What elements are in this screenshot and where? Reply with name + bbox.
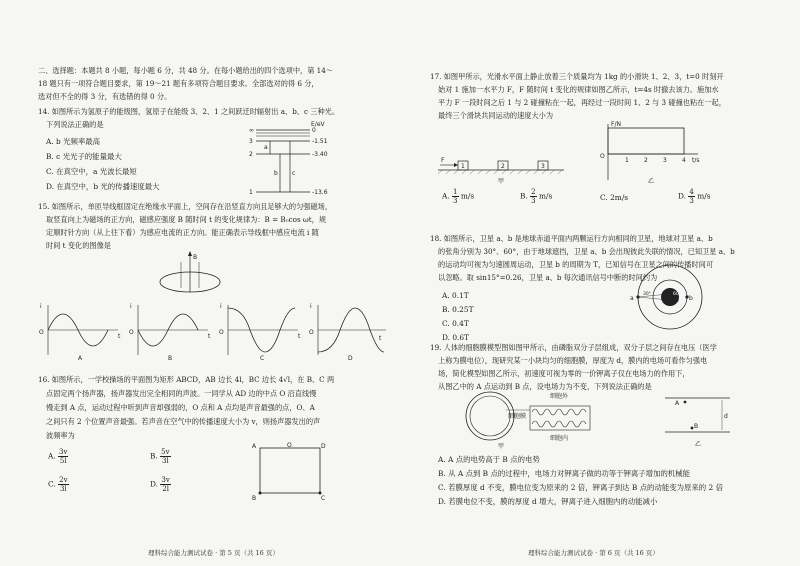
- coil-magnetic-field-diagram: [150, 250, 230, 298]
- force-step: [608, 128, 684, 154]
- q15-stem-line4: 时间 t 变化的图像是: [46, 241, 111, 250]
- q18-option-c[interactable]: C. 0.4T: [442, 319, 469, 328]
- satellite-b-label: b: [689, 295, 693, 302]
- q16-option-c-key: C.: [48, 479, 56, 489]
- field-b-label: B: [193, 254, 198, 261]
- q17-option-c-key: C.: [600, 193, 608, 202]
- satellite-a-label: a: [630, 295, 634, 302]
- q19-stem-line4: 从图乙中的 A 点运动到 B 点，设电场力为不变，下列说法正确的是: [438, 382, 652, 391]
- fig19-yi-label: 乙: [695, 441, 702, 448]
- q16-stem-line3: 慢走到 A 点，运动过程中听到声音却强弱的，O 点和 A 点均是声音最强的点，O、A: [46, 403, 315, 412]
- level-1-n: 1: [249, 189, 253, 196]
- q19-option-c[interactable]: C. 若膜厚度 d 不变，膜电位变为原来的 2 倍，钾离子到达 B 点的动能变为原来的 2 倍: [438, 483, 723, 492]
- q19-stem-line2: 上称为膜电位），现研究某一小块均匀的细胞膜，厚度为 d，膜内的电场可看作匀强电: [438, 356, 708, 365]
- q17-option-b-num: 2: [531, 188, 536, 196]
- graph-b-origin: O: [129, 329, 134, 336]
- graph-d-origin: O: [309, 329, 314, 336]
- level-3-e: -1.51: [312, 138, 328, 145]
- q18-option-a[interactable]: A. 0.1T: [442, 291, 469, 300]
- q14-option-d[interactable]: D. 在真空中，b 光的传播速度最大: [46, 182, 160, 191]
- level-2-n: 2: [249, 151, 253, 158]
- fig19-jia-label: 甲: [498, 443, 505, 450]
- graph-c-option-label: C: [260, 355, 265, 362]
- graph-y-label: F/N: [611, 121, 621, 128]
- graph-a-option-label: A: [78, 355, 83, 362]
- q17-option-a-den: 3: [453, 197, 458, 205]
- q19-option-d[interactable]: D. 若膜电位不变，膜的厚度 d 增大，钾离子进入细胞内的动能减小: [438, 497, 658, 506]
- graph-tick-1: 1: [625, 157, 629, 164]
- graph-tick-4: 4: [682, 157, 686, 164]
- q16-stem-line4: 之间只有 2 个位置声音最强。若声音在空气中的传播速度大小为 v，则扬声器发出的声: [46, 417, 321, 426]
- q17-stem-line2: 始对 1 施加一水平力 F，F 随时间 t 变化的规律如图乙所示，t=4s 时撤去该力。施加水: [438, 85, 719, 94]
- block-2-label: 2: [501, 163, 505, 170]
- graph-tick-2: 2: [644, 157, 648, 164]
- q17-option-c[interactable]: [600, 193, 628, 203]
- transition-c-label: c: [292, 170, 296, 177]
- graph-d-y-label: i: [310, 303, 312, 310]
- q17-option-d[interactable]: [678, 188, 711, 205]
- q18-stem-line3: 的运动均可视为匀速圆周运动，卫星 b 的周期为 T，已知信号在卫星之间的传播时间可: [438, 260, 714, 269]
- q17-option-b-den: 3: [531, 197, 536, 205]
- q16-option-a-key: A.: [48, 451, 56, 461]
- q16-option-b-num: 5v: [161, 448, 170, 456]
- q19-stem-line3: 场，简化模型如图乙所示，初速度可视为零的一价钾离子仅在电场力的作用下，: [438, 369, 690, 378]
- playground-rectangle-diagram: [250, 440, 330, 502]
- q18-option-b[interactable]: B. 0.25T: [442, 305, 474, 314]
- graph-c-x-label: t: [298, 333, 301, 340]
- q17-option-a-unit: m/s: [460, 191, 475, 201]
- fig-yi-label: 乙: [648, 178, 655, 185]
- energy-unit-label: E/eV: [311, 121, 325, 128]
- corner-b-label: B: [252, 495, 257, 502]
- q17-option-d-unit: m/s: [697, 191, 711, 201]
- q19-stem-line1: 19. 人体的细胞膜模型图如图甲所示，由磷脂双分子层组成，双分子层之间存在电压（医学: [430, 343, 717, 352]
- point-a-label: A: [675, 400, 680, 407]
- q16-option-d-key: D.: [150, 479, 159, 489]
- q17-option-b-unit: m/s: [538, 191, 553, 201]
- point-b-label: B: [694, 423, 699, 430]
- force-f-label: F: [441, 157, 445, 164]
- left-page-footer: 理科综合能力测试试卷 · 第 5 页（共 16 页）: [148, 549, 279, 557]
- q16-option-a[interactable]: [48, 448, 68, 465]
- q18-stem-line2: 的张角分别为 30°、60°，由于地球遮挡，卫星 a、b 会出现彼此失联的情况，已知卫星 a、b: [438, 247, 735, 256]
- transition-a-label: a: [264, 144, 268, 151]
- section-header-line2: 18 题只有一项符合题目要求，第 19～21 题有多项符合题目要求。全部选对的得 6 分，: [38, 79, 319, 88]
- q18-option-d[interactable]: D. 0.6T: [442, 333, 470, 342]
- angle-a-label: 30°: [643, 292, 651, 297]
- inside-cell-label: 细胞内: [550, 435, 569, 442]
- q16-stem-line2: 点固定两个扬声器，扬声器发出完全相同的声波。一同学从 AD 边的中点 O 沿直线慢: [46, 389, 317, 398]
- corner-d-label: D: [321, 443, 326, 450]
- graph-origin: O: [600, 153, 605, 160]
- q17-option-b[interactable]: [520, 188, 552, 205]
- corner-c-label: C: [321, 495, 326, 502]
- right-page-footer: 理科综合能力测试试卷 · 第 6 页（共 16 页）: [528, 549, 659, 557]
- q17-option-d-key: D.: [678, 191, 687, 201]
- q15-stem-line1: 15. 如图所示，单匝导线框固定在绝缘水平面上，空间存在沿竖直方向且足够大的匀强磁场，: [38, 202, 333, 211]
- q17-option-a-key: A.: [442, 191, 450, 201]
- q17-option-d-den: 3: [689, 197, 694, 205]
- q16-option-b-key: B.: [150, 451, 158, 461]
- graph-d[interactable]: [309, 303, 386, 362]
- graph-a-y-label: i: [40, 303, 42, 310]
- q16-stem-line1: 16. 如图所示，一学校操场的平面图为矩形 ABCD，AB 边长 4l，BC 边长 4√l，在 B、C 两: [38, 375, 335, 384]
- q17-stem-line1: 17. 如图甲所示，光滑水平面上静止放着三个质量均为 1kg 的小滑块 1、2、3，t=0 时刻开: [430, 72, 724, 81]
- q15-stem-line3: 定顺时针方向（从上往下看）为感应电流的正方向。能正确表示导线框中感应电流 i 随: [46, 228, 319, 237]
- q14-stem-line2: 下列说法正确的是: [46, 120, 104, 129]
- graph-a-x-label: t: [118, 333, 121, 340]
- graph-x-label: t/s: [692, 157, 700, 164]
- graph-b-x-label: t: [208, 333, 211, 340]
- force-time-graph: [598, 118, 708, 186]
- q17-option-c-text: 2m/s: [610, 193, 629, 202]
- graph-b-y-label: i: [130, 303, 132, 310]
- graph-c-y-label: i: [220, 303, 222, 310]
- q16-option-a-fraction: [58, 448, 68, 465]
- membrane-label: 细胞膜: [508, 413, 527, 420]
- graph-c[interactable]: [219, 303, 301, 362]
- section-header-line3: 选对但不全的得 3 分，有选错的得 0 分。: [38, 92, 172, 101]
- level-inf-n: ∞: [249, 127, 254, 134]
- q16-option-d[interactable]: [150, 476, 171, 493]
- thickness-d-label: d: [724, 413, 728, 420]
- earth: [661, 288, 679, 306]
- q16-option-b-fraction: [160, 448, 170, 465]
- q16-option-a-den: 5l: [59, 457, 67, 465]
- q17-option-d-fraction: [688, 188, 694, 205]
- graph-b[interactable]: [129, 303, 211, 362]
- q17-option-d-num: 4: [689, 188, 694, 196]
- angle-b-label: 60°: [673, 292, 681, 297]
- corner-a-label: A: [252, 443, 257, 450]
- q15-graph-options: [38, 300, 388, 360]
- q16-stem-line5: 波频率为: [46, 431, 75, 440]
- q14-option-b[interactable]: B. c 光光子的能量最大: [46, 152, 122, 161]
- energy-level-diagram: [248, 120, 328, 196]
- block-1-label: 1: [461, 163, 465, 170]
- point-o-label: O: [287, 442, 292, 449]
- q16-option-c-fraction: [58, 476, 68, 493]
- graph-c-origin: O: [219, 329, 224, 336]
- graph-a[interactable]: [39, 303, 121, 362]
- q17-option-a-fraction: [452, 188, 458, 205]
- graph-d-option-label: D: [348, 355, 353, 362]
- q16-option-b[interactable]: [150, 448, 171, 465]
- q15-stem-line2: 取竖直向上为磁场的正方向，磁感应强度 B 随时间 t 的变化规律为：B = B₀cos ωt，规: [46, 215, 327, 224]
- transition-b-label: b: [274, 170, 278, 177]
- fig-jia-label: 甲: [498, 178, 505, 185]
- q17-option-a-num: 1: [453, 188, 458, 196]
- q19-option-b[interactable]: B. 从 A 点到 B 点的过程中，电场力对钾离子做的功等于钾离子增加的机械能: [438, 469, 691, 478]
- block-3-label: 3: [541, 163, 545, 170]
- q18-stem-line1: 18. 如图所示，卫星 a、b 是地球赤道平面内两颗运行方向相同的卫星，地球对卫星 a、b: [430, 234, 713, 243]
- q16-option-c-num: 2v: [59, 476, 68, 484]
- graph-d-x-label: t: [379, 335, 382, 342]
- cell-membrane-diagrams: [460, 388, 740, 448]
- level-3-n: 3: [249, 138, 253, 145]
- q14-option-c[interactable]: C. 在真空中，a 光波长最短: [46, 167, 137, 176]
- outside-cell-label: 细胞外: [550, 393, 569, 400]
- graph-tick-3: 3: [663, 157, 667, 164]
- q19-option-a[interactable]: A. A 点的电势高于 B 点的电势: [438, 455, 540, 464]
- q16-option-c-den: 3l: [59, 485, 67, 493]
- satellite-orbit-diagram: [625, 262, 715, 332]
- right-page: [400, 0, 800, 566]
- q16-option-b-den: 3l: [162, 457, 169, 465]
- q17-stem-line4: 最终三个滑块共同运动的速度大小为: [438, 111, 554, 120]
- q14-option-a[interactable]: A. b 光频率最高: [46, 137, 101, 146]
- section-header-line1: 二、选择题：本题共 8 小题，每小题 6 分，共 48 分。在每小题给出的四个选项中，第 14～: [38, 66, 333, 75]
- level-1-e: -13.6: [312, 189, 328, 196]
- level-2-e: -3.40: [312, 151, 328, 158]
- q18-stem-line4: 以忽略。取 sin15°=0.26，卫星 a、b 每次通讯信号中断的时间约为: [438, 273, 658, 282]
- q16-option-a-num: 3v: [59, 448, 68, 456]
- q17-option-b-key: B.: [520, 191, 528, 201]
- three-blocks-diagram: [436, 150, 566, 185]
- graph-a-origin: O: [39, 329, 44, 336]
- q16-option-c[interactable]: [48, 476, 69, 493]
- q17-option-b-fraction: [530, 188, 536, 205]
- q14-stem-line1: 14. 如图所示为氢原子的能级图，氢原子在能级 3、2、1 之间跃迁时辐射出 a、b、c 三种光。: [38, 107, 340, 116]
- q17-stem-line3: 平力 F 一段时间之后 1 与 2 碰撞粘在一起，再经过一段时间 1、2 与 3 碰撞也粘在一起，: [438, 98, 726, 107]
- level-inf-e: 0: [312, 127, 316, 134]
- q16-option-d-num: 3v: [161, 476, 170, 484]
- q17-option-a[interactable]: [442, 188, 474, 205]
- graph-b-option-label: B: [168, 355, 173, 362]
- q16-option-d-den: 2l: [162, 485, 169, 493]
- q16-option-d-fraction: [160, 476, 170, 493]
